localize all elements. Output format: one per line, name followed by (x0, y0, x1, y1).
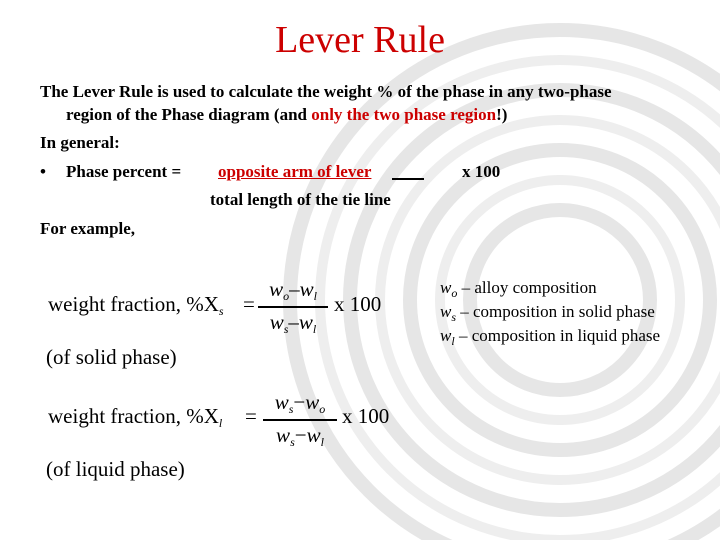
legend-item-liquid: $w_l$ – composition in liquid phase (440, 326, 661, 348)
formula-liquid-lhs-text: weight fraction, %X (48, 404, 219, 428)
formula-liquid-lhs (48, 404, 222, 431)
intro-line-1 (40, 82, 612, 102)
bullet-fraction-line (392, 178, 424, 180)
formula-liquid-denominator: $w_s-w_l$ (276, 423, 324, 449)
formula-solid-equals: = (243, 292, 255, 316)
slide-title: Lever Rule (275, 19, 445, 61)
legend-item-alloy: $w_o$ – alloy composition (440, 278, 597, 300)
legend-item-solid: $w_s$ – composition in solid phase (440, 302, 655, 324)
formula-liquid-equals: = (245, 404, 257, 428)
intro-line-2 (66, 105, 507, 125)
formula-solid-denominator: $w_s-w_l$ (269, 310, 317, 336)
formula-solid-multiplier: x 100 (334, 292, 382, 316)
formula-solid-lhs (48, 292, 224, 319)
in-general-label: In general: (40, 133, 120, 152)
bullet-label: Phase percent = (66, 162, 182, 181)
formula-liquid-fraction-line (263, 419, 337, 421)
formula-solid-fraction-line (258, 306, 328, 308)
formula-liquid-caption: (of liquid phase) (46, 457, 185, 481)
formula-liquid-lhs-sub: l (218, 416, 223, 430)
intro-highlight: only the two phase region (311, 105, 497, 124)
bullet-multiplier: x 100 (462, 162, 501, 181)
bullet-denominator: total length of the tie line (210, 190, 391, 209)
bullet-symbol: • (40, 162, 46, 181)
formula-liquid-multiplier: x 100 (342, 404, 390, 428)
intro-text-2: region of the Phase diagram (and (66, 105, 312, 124)
formula-liquid-numerator: $w_s-w_o$ (274, 390, 326, 416)
formula-solid-caption: (of solid phase) (46, 345, 177, 369)
for-example-label: For example, (40, 219, 136, 238)
intro-text-1: The Lever Rule is used to calculate the weight % of the phase in any two-phase (40, 82, 612, 101)
formula-solid-numerator: $w_o-w_l$ (269, 277, 317, 303)
bullet-numerator: opposite arm of lever (218, 162, 372, 181)
formula-solid-lhs-text: weight fraction, %X (48, 292, 219, 316)
intro-text-3: !) (496, 105, 508, 124)
formula-solid-lhs-sub: s (218, 304, 224, 318)
